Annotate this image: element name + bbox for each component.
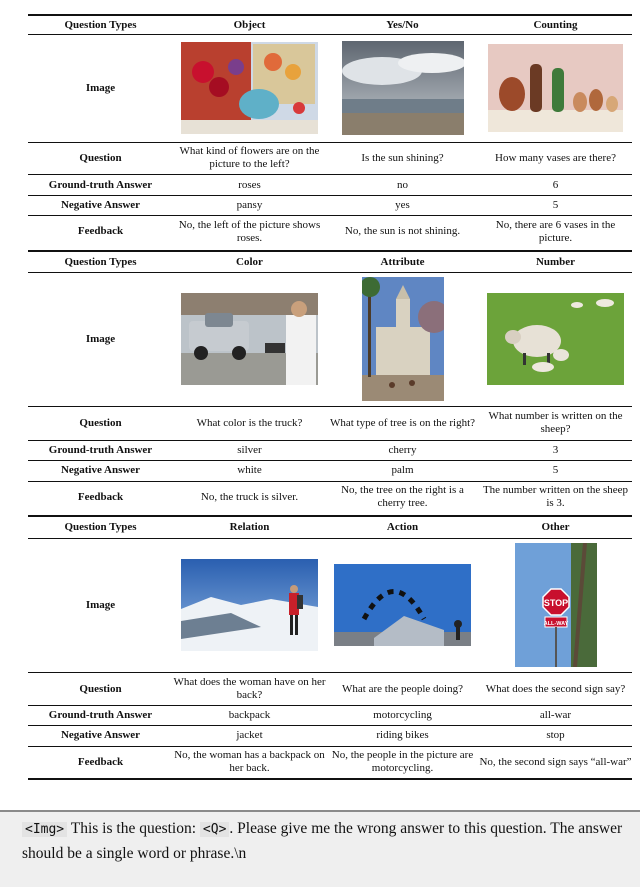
cloudy-beach-image (342, 41, 464, 135)
motorcycle-jump-image (334, 564, 471, 646)
header-yes-no: Yes/No (386, 18, 419, 31)
header-relation: Relation (229, 520, 270, 533)
ground-truth-answer: all-war (539, 708, 572, 721)
header-object: Object (233, 18, 266, 31)
ground-truth-label: Ground-truth Answer (48, 178, 153, 191)
stop-sign-text: STOP (543, 598, 568, 608)
header-question-types: Question Types (64, 255, 137, 268)
flowers-teapot-image (181, 42, 318, 134)
header-row (28, 518, 632, 536)
feedback-text: No, the second sign says “all-war” (479, 755, 632, 768)
header-color: Color (236, 255, 263, 268)
ground-truth-answer: cherry (388, 443, 417, 456)
image-cell (326, 564, 479, 646)
image-label: Image (85, 332, 116, 345)
question-text: What does the woman have on her back? (173, 676, 326, 701)
negative-answer: white (237, 463, 262, 476)
feedback-label: Feedback (77, 490, 124, 503)
negative-row (28, 196, 632, 214)
header-question-types: Question Types (64, 520, 137, 533)
negative-answer: riding bikes (376, 728, 429, 741)
image-label: Image (85, 81, 116, 94)
question-text: What kind of flowers are on the picture to the left? (179, 145, 320, 170)
ground-truth-row (28, 706, 632, 724)
question-text: What does the second sign say? (485, 682, 626, 695)
img-token: <Img> (22, 822, 67, 837)
header-counting: Counting (533, 18, 578, 31)
q-token: <Q> (200, 822, 229, 837)
question-text: Is the sun shining? (361, 151, 444, 164)
question-text: What are the people doing? (342, 682, 463, 695)
question-row (28, 674, 632, 704)
section-rule (28, 515, 632, 517)
row-divider (28, 34, 632, 35)
header-attribute: Attribute (380, 255, 425, 268)
ground-truth-answer: roses (238, 178, 261, 191)
image-row (28, 540, 632, 670)
negative-answer: jacket (236, 728, 263, 741)
ground-truth-answer: motorcycling (373, 708, 432, 721)
header-question-types: Question Types (64, 18, 137, 31)
question-label: Question (79, 682, 122, 695)
stop-sign-image (515, 543, 597, 667)
row-divider (28, 215, 632, 216)
table-bottom-rule (28, 778, 632, 780)
image-row (28, 274, 632, 404)
image-label: Image (85, 598, 116, 611)
negative-answer: pansy (236, 198, 263, 211)
ground-truth-row (28, 441, 632, 459)
row-divider (28, 672, 632, 673)
negative-answer: palm (391, 463, 414, 476)
prompt-part2: . Please give me the wrong answer to this question. The answer should be a single word or phrase.\n (22, 820, 623, 862)
feedback-text: No, the left of the picture shows roses. (178, 218, 321, 244)
image-cell (479, 44, 632, 132)
image-cell (479, 293, 632, 385)
sheep-field-image (487, 293, 624, 385)
negative-label: Negative Answer (60, 463, 141, 476)
ground-truth-label: Ground-truth Answer (48, 708, 153, 721)
negative-row (28, 461, 632, 479)
header-row (28, 16, 632, 34)
row-divider (28, 142, 632, 143)
image-cell (173, 559, 326, 651)
church-square-image (362, 277, 444, 401)
feedback-row (28, 482, 632, 512)
feedback-label: Feedback (77, 755, 124, 768)
header-action: Action (386, 520, 419, 533)
ground-truth-answer: no (397, 178, 408, 191)
truck-officer-image (181, 293, 318, 385)
question-label: Question (79, 151, 122, 164)
feedback-text: The number written on the sheep is 3. (482, 484, 629, 509)
negative-answer: 5 (552, 463, 559, 476)
ground-truth-row (28, 176, 632, 194)
prompt-part1: This is the question: (70, 820, 197, 837)
negative-answer: 5 (552, 198, 559, 211)
prompt-text (22, 817, 634, 866)
ground-truth-answer: silver (237, 443, 262, 456)
negative-label: Negative Answer (60, 198, 141, 211)
ground-truth-answer: backpack (228, 708, 271, 721)
row-divider (28, 406, 632, 407)
question-row (28, 408, 632, 438)
feedback-text: No, the truck is silver. (200, 490, 299, 503)
image-row (28, 36, 632, 140)
feedback-text: No, the tree on the right is a cherry tree. (341, 484, 464, 509)
question-text: How many vases are there? (495, 151, 616, 164)
image-cell (173, 42, 326, 134)
row-divider (28, 538, 632, 539)
question-row (28, 144, 632, 172)
feedback-label: Feedback (77, 225, 124, 237)
header-other: Other (541, 520, 570, 533)
question-text: What color is the truck? (196, 416, 303, 429)
all-way-sign-text: ALL-WAY (543, 621, 568, 627)
image-cell (326, 41, 479, 135)
ground-truth-answer: 3 (552, 443, 559, 456)
negative-label: Negative Answer (60, 728, 141, 741)
ground-truth-label: Ground-truth Answer (48, 443, 153, 456)
ground-truth-answer: 6 (552, 178, 559, 191)
image-cell (479, 543, 632, 667)
question-label: Question (79, 416, 122, 429)
negative-answer: yes (395, 198, 410, 211)
header-number: Number (535, 255, 576, 268)
snow-hiker-image (181, 559, 318, 651)
feedback-row (28, 747, 632, 777)
question-text: What type of tree is on the right? (329, 416, 476, 429)
section-rule (28, 250, 632, 252)
feedback-row (28, 217, 632, 246)
vases-image (488, 44, 623, 132)
feedback-text: No, there are 6 vases in the picture. (495, 218, 616, 244)
feedback-text: No, the sun is not shining. (344, 225, 461, 237)
header-row (28, 253, 632, 271)
image-cell (173, 293, 326, 385)
image-cell (326, 277, 479, 401)
question-text: What number is written on the sheep? (488, 410, 623, 435)
negative-answer: stop (546, 728, 565, 741)
feedback-text: No, the woman has a backpack on her back. (174, 749, 325, 774)
feedback-text: No, the people in the picture are motorcycling. (331, 749, 474, 774)
negative-row (28, 726, 632, 744)
row-divider (28, 174, 632, 175)
row-divider (28, 272, 632, 273)
